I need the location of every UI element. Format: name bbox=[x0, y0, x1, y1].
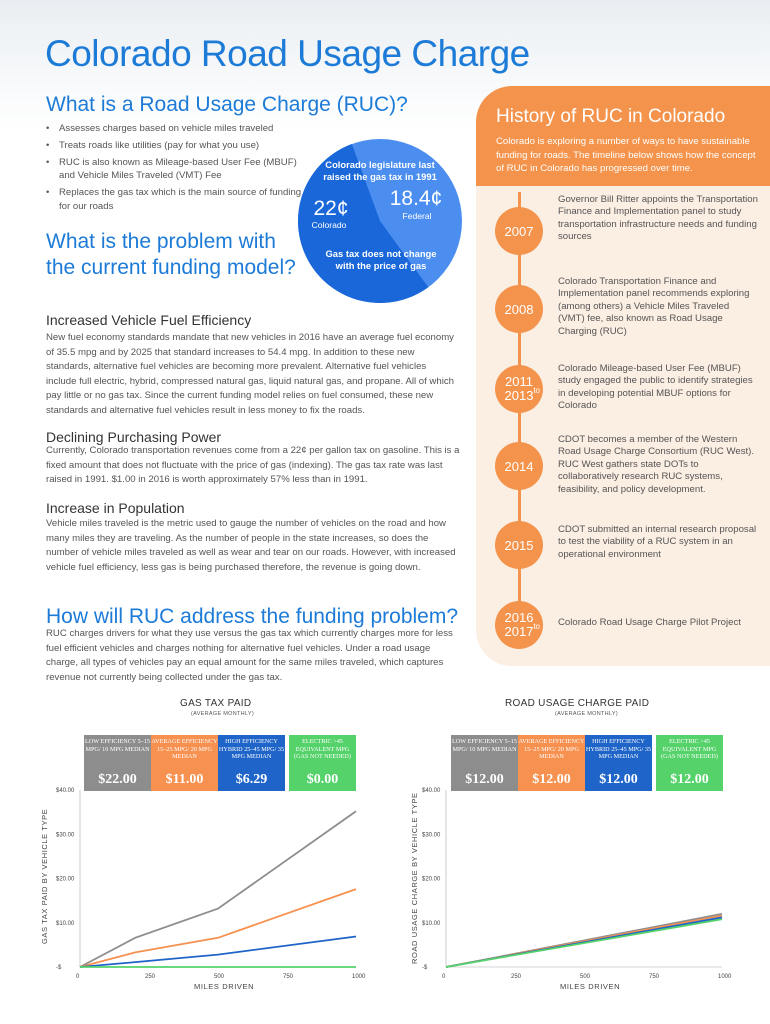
vehicle-type-value: $6.29 bbox=[235, 772, 268, 787]
year-range-to: to bbox=[533, 622, 540, 631]
x-tick-label: 1000 bbox=[718, 974, 732, 980]
series-line-0 bbox=[80, 811, 356, 967]
x-tick-label: 500 bbox=[214, 974, 225, 980]
problem-heading: What is the problem with the current funding model? bbox=[46, 230, 296, 279]
x-tick-label: 250 bbox=[145, 974, 156, 980]
section-title-purchasing-power: Declining Purchasing Power bbox=[46, 429, 222, 445]
gas-tax-pie-chart bbox=[296, 137, 464, 305]
x-tick-label: 0 bbox=[76, 974, 80, 980]
y-tick-label: $40.00 bbox=[56, 788, 75, 794]
ruc-bullet: • Replaces the gas tax which is the main source of funding for our roads bbox=[46, 186, 306, 214]
vehicle-type-value: $12.00 bbox=[670, 772, 709, 787]
x-tick-label: 250 bbox=[511, 974, 522, 980]
history-intro: Colorado is exploring a number of ways to have sustainable funding for roads. The timeline below shows how the concept of RUC in Colorado has progressed over time. bbox=[496, 136, 756, 174]
gas-chart-subtitle: (AVERAGE MONTHLY) bbox=[191, 711, 254, 717]
pie-colorado-label: Colorado bbox=[311, 220, 347, 230]
vehicle-type-label: LOW EFFICIENCY 5–15 MPG/ 10 MPG MEDIAN bbox=[85, 738, 150, 753]
gas-chart-title: GAS TAX PAID bbox=[180, 698, 252, 709]
y-tick-label: $30.00 bbox=[422, 832, 441, 839]
timeline-event-text: CDOT submitted an internal research proposal to test the viability of a RUC system in an operational environment bbox=[558, 524, 757, 560]
timeline-line bbox=[518, 192, 521, 640]
gas-chart-y-axis-label: GAS TAX PAID BY VEHICLE TYPE bbox=[40, 808, 49, 944]
vehicle-type-value: $12.00 bbox=[465, 772, 504, 787]
pie-federal-value: 18.4¢ bbox=[389, 187, 443, 210]
timeline-year-2008: 2008 bbox=[495, 285, 543, 333]
year-range-to: to bbox=[533, 386, 540, 395]
vehicle-type-value: $12.00 bbox=[532, 772, 571, 787]
timeline-year-2007: 2007 bbox=[495, 207, 543, 255]
vehicle-type-value: $12.00 bbox=[599, 772, 638, 787]
pie-top-text: Colorado legislature last raised the gas tax in 1991 bbox=[323, 159, 437, 182]
series-line-3 bbox=[446, 919, 722, 967]
vehicle-type-value: $22.00 bbox=[98, 772, 137, 787]
section-text-purchasing-power: Currently, Colorado transportation revenues come from a 22¢ per gallon tax on gasoline. This is a fixed amount that does not fluctuate with the price of gas (indexing). The gas tax rate was last raised in 1991. $1.00 in 2016 is worth approximately 57% less than in 1991. bbox=[46, 445, 460, 486]
y-tick-label: -$ bbox=[56, 965, 62, 971]
vehicle-type-label: ELECTRIC >45 EQUIVALENT MPG (GAS NOT NEEDED) bbox=[661, 738, 718, 761]
timeline-year-2011-2013 bbox=[495, 365, 543, 413]
ruc-chart-subtitle: (AVERAGE MONTHLY) bbox=[555, 711, 618, 717]
timeline-event-text: Colorado Mileage-based User Fee (MBUF) study engaged the public to identify strategies in developing potential MBUF options for Colorado bbox=[558, 363, 753, 412]
timeline-year-2016-2017 bbox=[495, 601, 543, 649]
timeline-event-text: Colorado Road Usage Charge Pilot Project bbox=[558, 617, 741, 628]
y-tick-label: $10.00 bbox=[56, 920, 75, 927]
ruc-bullet: • Treats roads like utilities (pay for what you use) bbox=[46, 139, 306, 153]
vehicle-type-value: $0.00 bbox=[306, 772, 339, 787]
vehicle-type-label: AVERAGE EFFICIENCY 15–25 MPG/ 20 MPG MEDIAN bbox=[518, 738, 585, 761]
y-tick-label: $30.00 bbox=[56, 832, 75, 839]
timeline-event-text: CDOT becomes a member of the Western Road Usage Charge Consortium (RUC West). RUC West gathers state DOTs to collaboratively research RUC systems, feasibility, and policy development. bbox=[558, 434, 755, 495]
pie-federal-label: Federal bbox=[402, 211, 432, 221]
ruc-bullet-list bbox=[46, 122, 306, 217]
y-tick-label: $40.00 bbox=[422, 788, 441, 794]
history-panel bbox=[476, 86, 770, 666]
year-end: 2013 bbox=[504, 388, 534, 403]
gas-tax-chart bbox=[56, 782, 366, 982]
section-text-fuel-efficiency: New fuel economy standards mandate that new vehicles in 2016 have an average fuel economy of 35.5 mpg and by 2025 that standard increases to 54.4 mpg. In addition to these new standards, alternative fuel vehicles are becoming more prevalent. Alternative fuel vehicles include full electric, hybrid, compressed natural gas, liquid natural gas, and propane. All of which pay little or no gas tax. Since the current funding model relies on fuel consumed, these new standards and alternative fuel vehicles result in less money to fix the roads. bbox=[46, 332, 454, 416]
ruc-chart-x-axis-label: MILES DRIVEN bbox=[560, 982, 621, 991]
timeline-event-text: Governor Bill Ritter appoints the Transportation Finance and Implementation panel to study transportation infrastructure needs and funding sources bbox=[558, 194, 758, 243]
vehicle-type-value: $11.00 bbox=[165, 772, 204, 787]
year-start: 2011 bbox=[505, 374, 533, 389]
pie-bottom-text: Gas tax does not change with the price of gas bbox=[325, 248, 437, 271]
timeline-event-text: Colorado Transportation Finance and Implementation panel recommends exploring (among others) a Vehicle Miles Traveled (VMT) fee, also known as Road Usage Charging (RUC) bbox=[558, 276, 750, 337]
vehicle-type-label: AVERAGE EFFICIENCY 15–25 MPG/ 20 MPG MEDIAN bbox=[151, 738, 218, 761]
timeline-year-2015: 2015 bbox=[495, 521, 543, 569]
x-tick-label: 1000 bbox=[352, 974, 366, 980]
y-tick-label: $20.00 bbox=[56, 876, 75, 883]
ruc-chart bbox=[422, 782, 732, 982]
year-start: 2016 bbox=[504, 610, 534, 625]
y-tick-label: $20.00 bbox=[422, 876, 441, 883]
page-title: Colorado Road Usage Charge bbox=[45, 33, 530, 74]
gas-chart-x-axis-label: MILES DRIVEN bbox=[194, 982, 255, 991]
y-tick-label: $10.00 bbox=[422, 920, 441, 927]
ruc-bullet: • RUC is also known as Mileage-based User Fee (MBUF) and Vehicle Miles Traveled (VMT) Fee bbox=[46, 156, 306, 184]
ruc-chart-title: ROAD USAGE CHARGE PAID bbox=[505, 698, 650, 709]
ruc-bullet: • Assesses charges based on vehicle miles traveled bbox=[46, 122, 306, 136]
section-title-population: Increase in Population bbox=[46, 500, 185, 516]
x-tick-label: 750 bbox=[283, 974, 294, 980]
address-text: RUC charges drivers for what they use versus the gas tax which currently charges more for less fuel efficient vehicles and charges nothing for alternative fuel vehicles. Under a road usage charge, all types of vehicles pay an equal amount for the same miles traveled, which captures revenue not currently being collected under the gas tax. bbox=[46, 628, 453, 683]
address-heading: How will RUC address the funding problem? bbox=[46, 605, 459, 628]
year-end: 2017 bbox=[504, 624, 534, 639]
history-heading: History of RUC in Colorado bbox=[496, 106, 726, 127]
ruc-heading: What is a Road Usage Charge (RUC)? bbox=[46, 93, 408, 116]
timeline-year-2014: 2014 bbox=[495, 442, 543, 490]
vehicle-type-label: LOW EFFICIENCY 5–15 MPG/ 10 MPG MEDIAN bbox=[452, 738, 517, 753]
vehicle-type-label: ELECTRIC >45 EQUIVALENT MPG (GAS NOT NEEDED) bbox=[294, 738, 351, 761]
x-tick-label: 750 bbox=[649, 974, 660, 980]
x-tick-label: 0 bbox=[442, 974, 446, 980]
vehicle-type-label: HIGH EFFICIENCY HYBRID 25–45 MPG/ 35 MPG MEDIAN bbox=[218, 738, 285, 761]
section-title-fuel-efficiency: Increased Vehicle Fuel Efficiency bbox=[46, 312, 252, 328]
pie-colorado-value: 22¢ bbox=[313, 197, 349, 220]
vehicle-type-label: HIGH EFFICIENCY HYBRID 25–45 MPG/ 35 MPG MEDIAN bbox=[585, 738, 652, 761]
ruc-chart-y-axis-label: ROAD USAGE CHARGE BY VEHICLE TYPE bbox=[410, 792, 419, 964]
y-tick-label: -$ bbox=[422, 965, 428, 971]
x-tick-label: 500 bbox=[580, 974, 591, 980]
section-text-population: Vehicle miles traveled is the metric used to gauge the number of vehicles on the road and how many miles they are traveling. As the number of people in the state increases, so does the number of vehicle miles traveled as well as wear and tear on our roads. However, with increased vehicle fuel efficiency, less gas is being purchased therefore, the revenue is going down. bbox=[46, 518, 456, 573]
series-line-2 bbox=[80, 936, 356, 967]
